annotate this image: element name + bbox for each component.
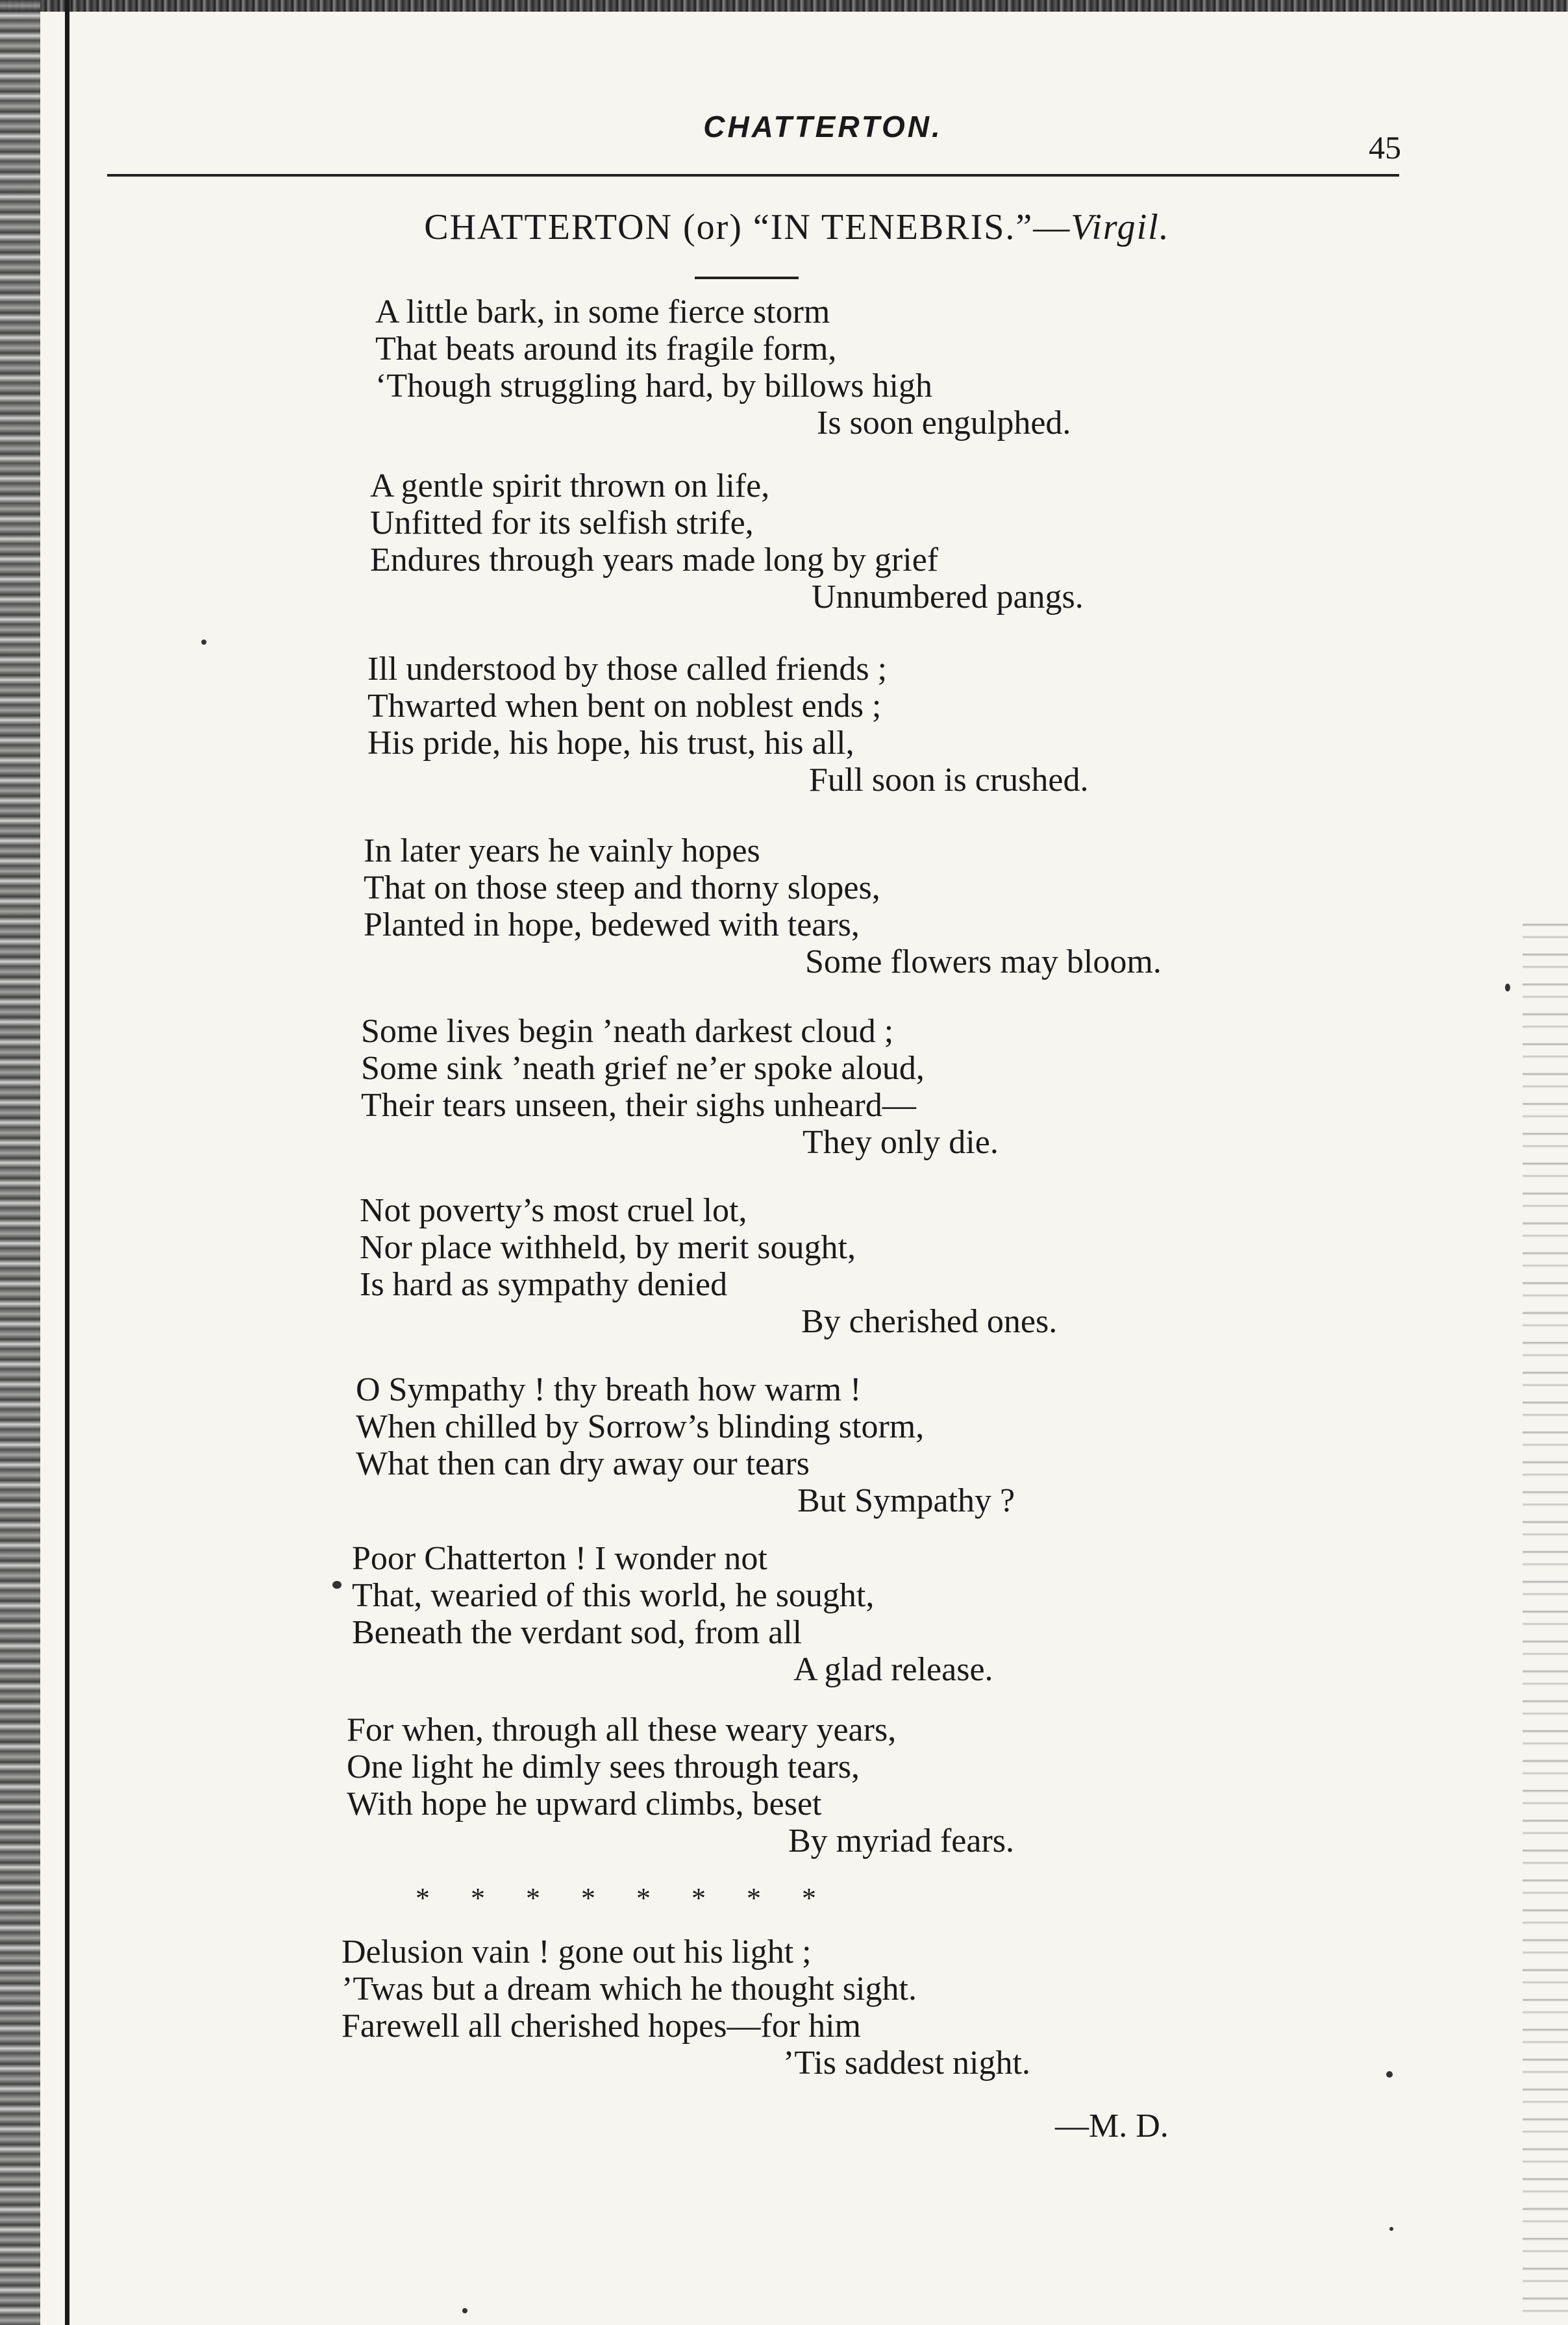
poem-refrain-line: A glad release. <box>793 1651 993 1688</box>
poem-line: Unfitted for its selfish strife, <box>370 504 754 541</box>
scan-speck <box>1389 2227 1393 2231</box>
scan-speck <box>462 2308 467 2313</box>
page-top-edge <box>0 0 1568 12</box>
stanza-3 <box>367 651 1536 799</box>
poem-line: Some sink ’neath grief ne’er spoke aloud, <box>361 1050 925 1087</box>
poem-line: ‘Though struggling hard, by billows high <box>375 367 932 404</box>
poem-line: When chilled by Sorrow’s blinding storm, <box>356 1408 925 1445</box>
poem-line: Nor place withheld, by merit sought, <box>360 1229 856 1266</box>
poem-line: That on those steep and thorny slopes, <box>364 869 880 906</box>
poem-refrain-line: Some flowers may bloom. <box>805 943 1162 980</box>
poem-line: His pride, his hope, his trust, his all, <box>367 725 854 762</box>
poem-line: A little bark, in some fierce storm <box>375 293 830 330</box>
poem-line: Delusion vain ! gone out his light ; <box>342 1933 812 1971</box>
stanza-5 <box>361 1013 1530 1161</box>
poem-title-main: CHATTERTON (or) “IN TENEBRIS.”— <box>424 207 1071 247</box>
poem-line: That beats around its fragile form, <box>375 330 837 367</box>
poem-line: Endures through years made long by grief <box>370 541 939 578</box>
stanza-1 <box>375 293 1544 441</box>
header-rule <box>107 174 1399 177</box>
poem-refrain-line: By cherished ones. <box>801 1303 1058 1340</box>
scan-speck <box>201 640 206 645</box>
stanza-2 <box>370 467 1539 615</box>
poem-line: Beneath the verdant sod, from all <box>352 1614 803 1651</box>
poem-line: A gentle spirit thrown on life, <box>370 467 770 504</box>
running-head: CHATTERTON. <box>703 110 943 143</box>
stanza-9 <box>347 1711 1515 1859</box>
poem-refrain-line: By myriad fears. <box>788 1822 1015 1859</box>
stanza-4 <box>364 832 1532 980</box>
binding-edge <box>0 0 40 2325</box>
page-number: 45 <box>1369 129 1401 166</box>
scan-speck <box>332 1581 342 1589</box>
poem-line: With hope he upward climbs, beset <box>347 1785 822 1822</box>
poem-title-attribution: Virgil. <box>1071 207 1170 247</box>
scan-speck <box>1386 2071 1393 2078</box>
section-separator: * * * * * * * * <box>416 1882 816 1914</box>
poem-line: Ill understood by those called friends ; <box>367 651 888 688</box>
poem-line: Planted in hope, bedewed with tears, <box>364 906 860 943</box>
poem-line: In later years he vainly hopes <box>364 832 760 869</box>
poem-line: Some lives begin ’neath darkest cloud ; <box>361 1013 894 1050</box>
poem-line: Poor Chatterton ! I wonder not <box>352 1540 767 1577</box>
poem-refrain-line: Is soon engulphed. <box>817 404 1071 441</box>
poem-line: That, wearied of this world, he sought, <box>352 1577 875 1614</box>
poem-line: What then can dry away our tears <box>356 1445 810 1482</box>
stanza-6 <box>360 1192 1528 1340</box>
stanza-8 <box>352 1540 1521 1688</box>
poem-refrain-line: ’Tis saddest night. <box>783 2045 1030 2082</box>
poem-line: Their tears unseen, their sighs unheard— <box>361 1087 916 1124</box>
poem-line: Is hard as sympathy denied <box>360 1266 728 1303</box>
scan-speck <box>1505 984 1510 991</box>
binding-line <box>65 0 69 2325</box>
poem-refrain-line: But Sympathy ? <box>797 1482 1015 1519</box>
stanza-10 <box>342 1933 1510 2082</box>
poem-refrain-line: They only die. <box>803 1124 999 1161</box>
poem-refrain-line: Full soon is crushed. <box>809 762 1089 799</box>
poem-line: Thwarted when bent on noblest ends ; <box>367 688 882 725</box>
poem-line: ’Twas but a dream which he thought sight. <box>342 1971 917 2008</box>
poem-title <box>0 206 1568 248</box>
author-signature: —M. D. <box>1055 2107 1169 2145</box>
poem-line: O Sympathy ! thy breath how warm ! <box>356 1371 862 1408</box>
poem-line: For when, through all these weary years, <box>347 1711 897 1748</box>
poem-line: One light he dimly sees through tears, <box>347 1748 860 1785</box>
stanza-7 <box>356 1371 1524 1519</box>
title-rule <box>695 277 799 279</box>
poem-line: Farewell all cherished hopes—for him <box>342 2008 861 2045</box>
poem-line: Not poverty’s most cruel lot, <box>360 1192 747 1229</box>
poem-refrain-line: Unnumbered pangs. <box>812 578 1084 615</box>
